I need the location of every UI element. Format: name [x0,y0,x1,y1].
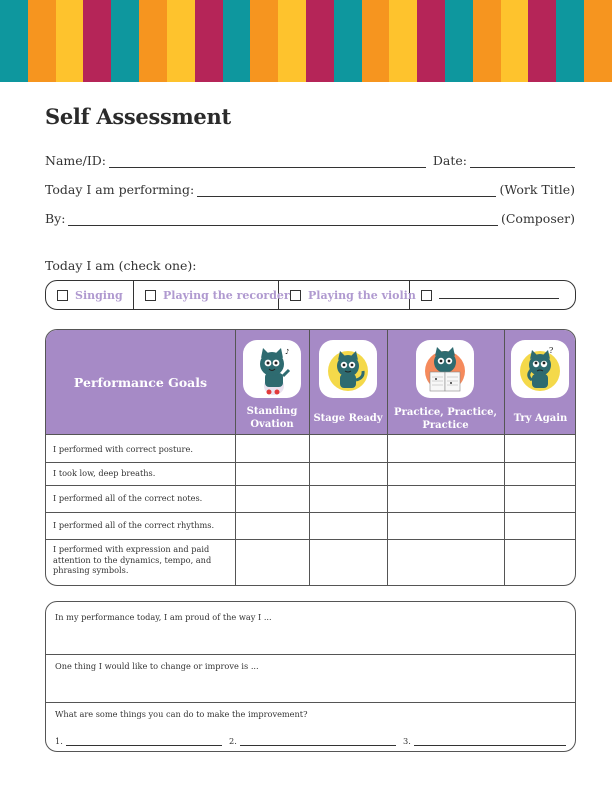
column-label: Practice, Practice, Practice [394,407,497,431]
header-stripe [223,0,251,82]
by-label: By: [45,211,66,226]
performing-label: Today I am performing: [45,182,195,197]
goal-row-label: I performed with expression and paid attention to the dynamics, tempo, and phrasing symbols. [53,544,212,575]
checkbox[interactable] [290,290,301,301]
header-stripe [0,0,28,82]
goals-header: Performance Goals [73,374,208,390]
svg-text:♪: ♪ [285,348,290,356]
header-stripe [584,0,612,82]
header-stripe [473,0,501,82]
blank-number: 2. [229,736,237,746]
name-field[interactable] [109,156,426,168]
header-stripe [362,0,390,82]
name-label: Name/ID: [45,153,107,168]
header-stripe [195,0,223,82]
reflection-box [45,601,576,752]
goal-row-label: I performed all of the correct rhythms. [53,520,215,530]
composer-row [45,210,575,226]
header-stripes [0,0,612,82]
header-stripe [167,0,195,82]
other-field[interactable] [439,291,559,299]
goal-row-label: I performed all of the correct notes. [53,493,203,503]
composer-field[interactable] [68,214,498,226]
work-title-row [45,181,575,197]
divider [387,330,388,586]
option-label: Singing [75,288,123,302]
goal-row-label: I took low, deep breaths. [53,468,156,478]
option-label: Playing the violin [308,288,416,302]
divider [46,539,576,540]
page-title: Self Assessment [45,104,231,129]
date-label: Date: [432,153,467,168]
divider [309,330,310,586]
column-practice [387,330,504,434]
work-title-field[interactable] [197,185,496,197]
improvement-blank-3[interactable] [403,734,566,746]
header-stripe [250,0,278,82]
option-violin[interactable] [279,281,416,309]
column-standing-ovation [235,330,309,434]
header-stripe [306,0,334,82]
header-stripe [501,0,529,82]
activity-options [45,280,576,310]
column-try-again [504,330,576,434]
divider [504,330,505,586]
answer-line[interactable] [414,737,566,746]
divider [46,462,576,463]
header-stripe [334,0,362,82]
checkbox[interactable] [421,290,432,301]
header-stripe [83,0,111,82]
improvement-blank-1[interactable] [55,734,222,746]
name-date-row [45,152,575,168]
goal-row-label: I performed with correct posture. [53,444,193,454]
header-stripe [556,0,584,82]
option-recorder[interactable] [134,281,290,309]
header-stripe [278,0,306,82]
blank-number: 3. [403,736,411,746]
check-heading: Today I am (check one): [45,258,197,273]
composer-label: (Composer) [500,211,575,226]
header-stripe [28,0,56,82]
checkbox[interactable] [145,290,156,301]
date-field[interactable] [470,156,575,168]
header-stripe [445,0,473,82]
header-stripe [56,0,84,82]
header-stripe [111,0,139,82]
option-other[interactable] [410,281,575,309]
reflection-question: One thing I would like to change or improve is ... [55,661,259,671]
header-stripe [417,0,445,82]
answer-line[interactable] [240,737,396,746]
reflection-question: What are some things you can do to make the improvement? [55,709,308,719]
divider [46,702,575,703]
divider [235,330,236,586]
column-label: Try Again [513,413,568,424]
improvement-blank-2[interactable] [229,734,396,746]
divider [46,485,576,486]
cat-practice-icon [416,340,474,398]
column-label: Stage Ready [313,413,383,424]
column-label: Standing Ovation [246,406,298,430]
reflection-question: In my performance today, I am proud of the way I ... [55,612,272,622]
divider [46,434,576,435]
header-stripe [528,0,556,82]
answer-line[interactable] [66,737,222,746]
divider [46,512,576,513]
checkbox[interactable] [57,290,68,301]
blank-number: 1. [55,736,63,746]
header-stripe [389,0,417,82]
header-stripe [139,0,167,82]
svg-text:?: ? [549,346,554,355]
cat-standing-ovation-icon [243,340,301,398]
performance-goals-table [45,329,576,586]
option-singing[interactable] [46,281,134,309]
column-stage-ready [309,330,387,434]
cat-try-again-icon [511,340,569,398]
option-label: Playing the recorder [163,288,290,302]
cat-stage-ready-icon [319,340,377,398]
work-title-label: (Work Title) [499,182,575,197]
divider [46,654,575,655]
